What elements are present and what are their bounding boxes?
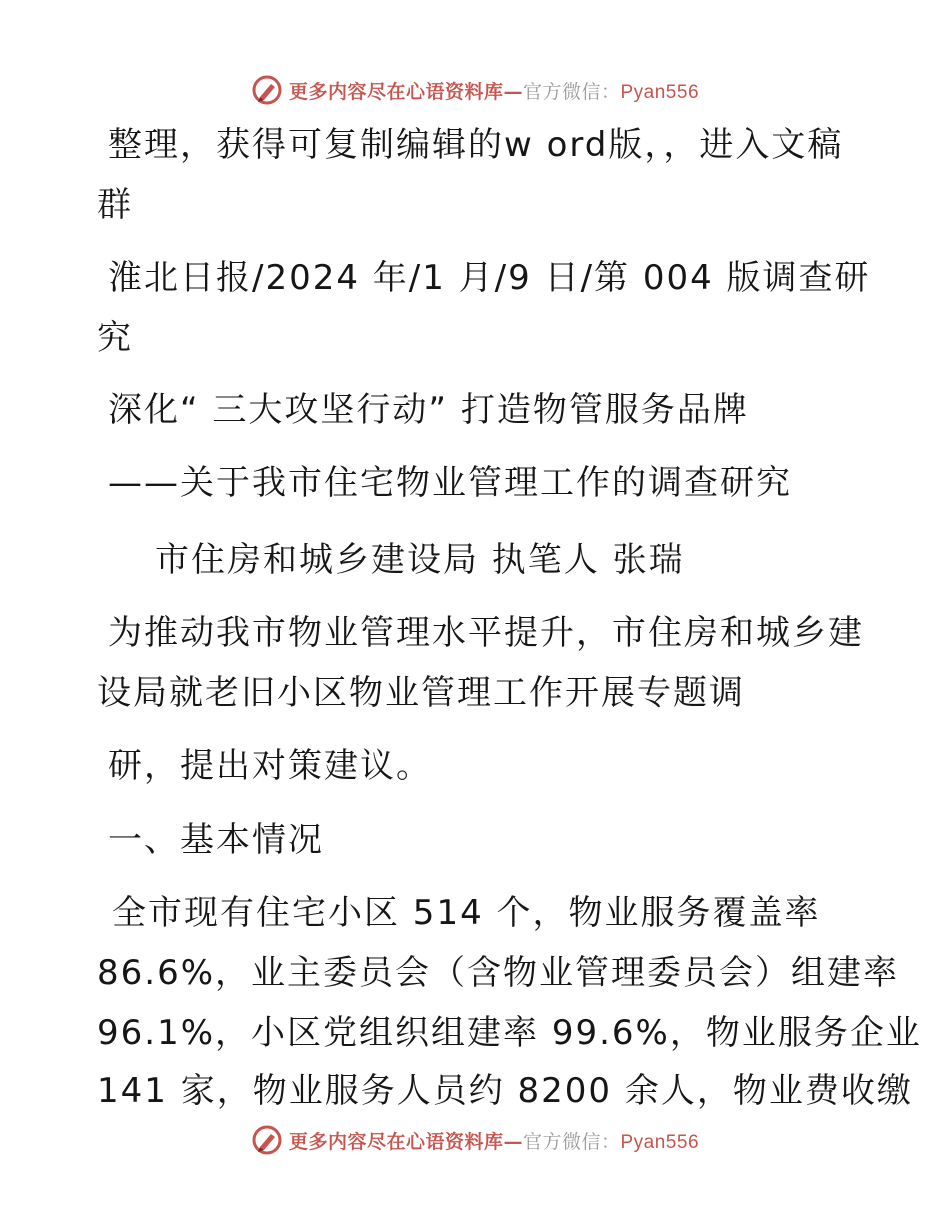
body-line-2: 群 bbox=[97, 185, 133, 225]
pen-logo-icon bbox=[251, 74, 283, 106]
article-title: 深化“ 三大攻坚行动” 打造物管服务品牌 bbox=[108, 390, 749, 430]
pen-logo-icon bbox=[251, 1124, 283, 1156]
watermark-text: 更多内容尽在心语资料库—官方微信：Pyan556 bbox=[288, 1130, 700, 1153]
body-line-14: 96.1%，小区党组织组建率 99.6%，物业服务企业 bbox=[97, 1013, 922, 1053]
body-line-13: 86.6%，业主委员会（含物业管理委员会）组建率 bbox=[97, 953, 900, 993]
article-author: 市住房和城乡建设局 执笔人 张瑞 bbox=[155, 540, 685, 580]
body-line-9: 设局就老旧小区物业管理工作开展专题调 bbox=[97, 673, 745, 713]
body-line-12: 全市现有住宅小区 514 个，物业服务覆盖率 bbox=[112, 893, 821, 933]
body-line-10: 研，提出对策建议。 bbox=[108, 746, 432, 786]
body-line-4: 究 bbox=[97, 318, 133, 358]
header-watermark bbox=[0, 70, 950, 110]
footer-watermark bbox=[0, 1120, 950, 1160]
article-subtitle: ——关于我市住宅物业管理工作的调查研究 bbox=[108, 463, 792, 503]
body-line-8: 为推动我市物业管理水平提升，市住房和城乡建 bbox=[108, 613, 864, 653]
body-line-1: 整理，获得可复制编辑的w ord版，，进入文稿 bbox=[108, 125, 844, 165]
body-line-3: 淮北日报/2024 年/1 月/9 日/第 004 版调查研 bbox=[108, 258, 871, 298]
watermark-text: 更多内容尽在心语资料库—官方微信：Pyan556 bbox=[288, 80, 700, 103]
section-heading: 一、基本情况 bbox=[108, 820, 324, 860]
body-line-15: 141 家，物业服务人员约 8200 余人，物业费收缴 bbox=[97, 1071, 913, 1111]
